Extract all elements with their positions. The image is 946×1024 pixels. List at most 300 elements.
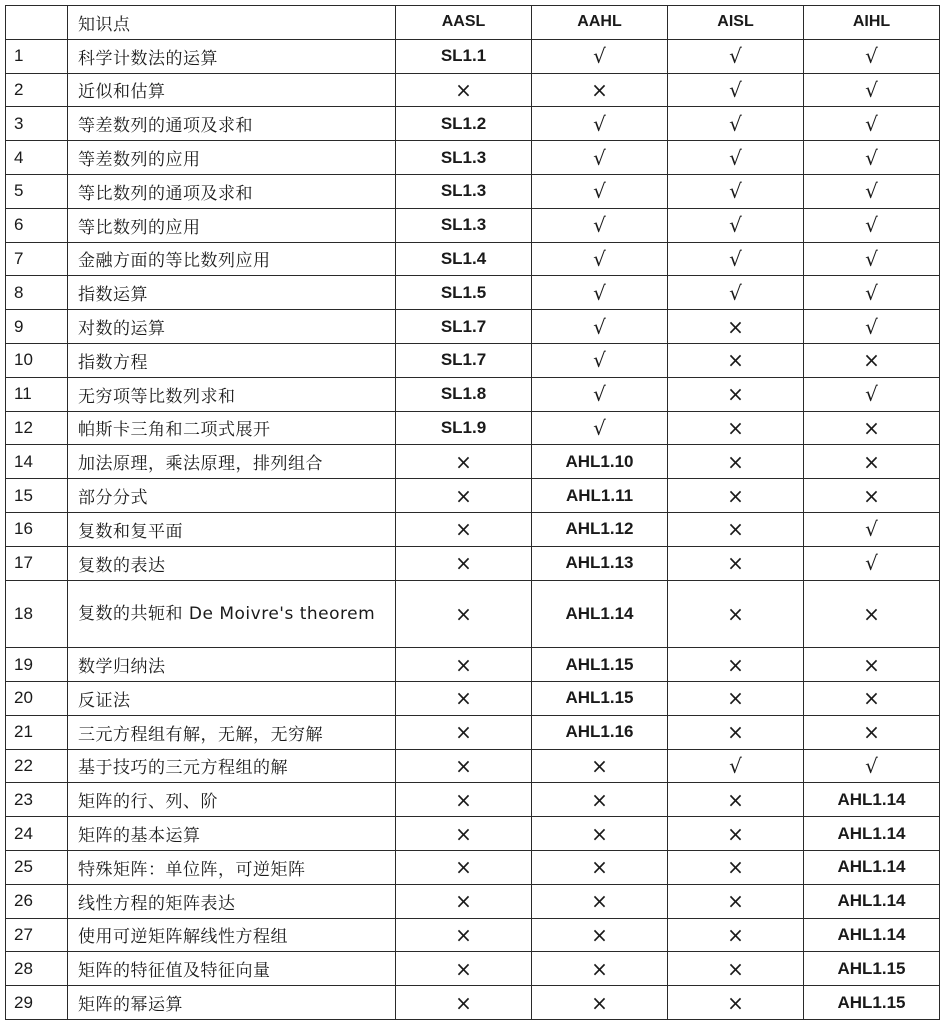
cell-aisl [668,817,804,851]
cross-mark-icon: × [727,449,744,474]
cell-aisl [668,580,804,648]
cross-mark-icon: × [591,787,608,812]
cell-aisl [668,174,804,208]
cell-aasl [396,986,532,1020]
cell-aasl [396,952,532,986]
cell-aahl [532,445,668,479]
cross-mark-icon: × [455,922,472,947]
cell-aasl [396,107,532,141]
cell-aisl [668,749,804,783]
syllabus-code: AHL1.10 [565,451,634,471]
row-number: 5 [6,174,68,208]
cell-aisl [668,986,804,1020]
row-topic [68,681,396,715]
cell-aasl [396,445,532,479]
row-topic [68,884,396,918]
check-mark-icon: √ [865,44,878,69]
cell-aihl [804,242,940,276]
cell-aahl [532,952,668,986]
cross-mark-icon: × [727,686,744,711]
cell-aasl [396,817,532,851]
table-row [6,73,940,107]
row-topic [68,479,396,513]
cell-aihl [804,343,940,377]
cell-aihl [804,479,940,513]
cell-aahl [532,850,668,884]
table-row [6,445,940,479]
row-topic [68,107,396,141]
cross-mark-icon: × [727,855,744,880]
cross-mark-icon: × [863,348,880,373]
cell-aihl [804,411,940,445]
row-topic [68,343,396,377]
cell-aisl [668,648,804,682]
row-number: 19 [6,648,68,682]
cell-aisl [668,512,804,546]
cross-mark-icon: × [727,483,744,508]
syllabus-code: SL1.7 [440,316,487,336]
row-number: 27 [6,918,68,952]
check-mark-icon: √ [593,415,606,440]
cross-mark-icon: × [455,753,472,778]
cell-aahl [532,512,668,546]
cell-aasl [396,884,532,918]
cell-aasl [396,73,532,107]
cross-mark-icon: × [455,551,472,576]
header-number [6,6,68,40]
check-mark-icon: √ [593,348,606,373]
row-topic-text: 矩阵的幂运算 [78,995,183,1015]
cross-mark-icon: × [727,314,744,339]
row-topic [68,986,396,1020]
check-mark-icon: √ [593,382,606,407]
row-topic-text: 等差数列的通项及求和 [78,116,253,137]
check-mark-icon: √ [865,179,878,204]
syllabus-code: SL1.7 [440,350,487,370]
check-mark-icon: √ [865,753,878,778]
cell-aahl [532,174,668,208]
cell-aasl [396,242,532,276]
row-number: 1 [6,39,68,73]
check-mark-icon: √ [593,145,606,170]
cell-aahl [532,918,668,952]
check-mark-icon: √ [729,753,742,778]
row-topic-text: 复数的表达 [78,555,166,576]
cross-mark-icon: × [727,652,744,677]
row-topic-text: 对数的运算 [78,319,166,340]
row-number: 4 [6,141,68,175]
row-number: 29 [6,986,68,1020]
row-topic [68,445,396,479]
cell-aihl [804,141,940,175]
cell-aahl [532,107,668,141]
row-topic-text: 反证法 [78,690,131,711]
cell-aahl [532,817,668,851]
check-mark-icon: √ [729,145,742,170]
cross-mark-icon: × [455,449,472,474]
cell-aahl [532,479,668,513]
row-topic [68,715,396,749]
syllabus-code: SL1.3 [440,181,487,201]
cross-mark-icon: × [863,652,880,677]
cell-aihl [804,445,940,479]
cross-mark-icon: × [591,990,608,1015]
cell-aasl [396,39,532,73]
syllabus-code: SL1.2 [440,113,487,133]
cell-aahl [532,377,668,411]
cell-aahl [532,276,668,310]
cell-aisl [668,445,804,479]
check-mark-icon: √ [729,179,742,204]
cell-aihl [804,749,940,783]
cell-aahl [532,884,668,918]
cross-mark-icon: × [727,990,744,1015]
cell-aihl [804,310,940,344]
table-row [6,174,940,208]
row-number: 7 [6,242,68,276]
cell-aihl [804,73,940,107]
row-topic-text: 矩阵的基本运算 [78,826,201,847]
check-mark-icon: √ [729,44,742,69]
cell-aisl [668,107,804,141]
cell-aihl [804,918,940,952]
cross-mark-icon: × [727,517,744,542]
cell-aahl [532,141,668,175]
row-number: 26 [6,884,68,918]
cell-aahl [532,310,668,344]
row-number: 12 [6,411,68,445]
cell-aihl [804,884,940,918]
table-row [6,512,940,546]
cell-aisl [668,73,804,107]
table-row [6,681,940,715]
cell-aisl [668,310,804,344]
cell-aisl [668,141,804,175]
row-topic-text: 等差数列的应用 [78,150,201,171]
header-aasl: AASL [396,6,532,40]
header-aisl: AISL [668,6,804,40]
row-number: 16 [6,512,68,546]
table-row [6,986,940,1020]
cell-aisl [668,850,804,884]
cross-mark-icon: × [455,517,472,542]
cross-mark-icon: × [455,652,472,677]
cross-mark-icon: × [863,415,880,440]
check-mark-icon: √ [729,280,742,305]
syllabus-code: AHL1.14 [837,891,906,911]
cell-aahl [532,681,668,715]
cell-aahl [532,648,668,682]
cell-aisl [668,39,804,73]
row-topic [68,141,396,175]
row-number: 15 [6,479,68,513]
check-mark-icon: √ [593,44,606,69]
row-number: 23 [6,783,68,817]
syllabus-code: SL1.8 [440,384,487,404]
syllabus-code: AHL1.11 [565,485,634,505]
cell-aihl [804,986,940,1020]
row-topic-text: 线性方程的矩阵表达 [78,893,236,914]
table-row [6,479,940,513]
cell-aihl [804,546,940,580]
cell-aahl [532,343,668,377]
row-topic [68,512,396,546]
check-mark-icon: √ [593,179,606,204]
cell-aihl [804,208,940,242]
cell-aahl [532,242,668,276]
row-number: 8 [6,276,68,310]
row-topic [68,276,396,310]
check-mark-icon: √ [865,246,878,271]
cross-mark-icon: × [455,889,472,914]
cross-mark-icon: × [591,922,608,947]
cross-mark-icon: × [455,855,472,880]
row-topic-text: 特殊矩阵：单位阵，可逆矩阵 [78,859,306,880]
row-number: 3 [6,107,68,141]
cell-aihl [804,648,940,682]
cross-mark-icon: × [455,686,472,711]
row-topic-text: 矩阵的行、列、阶 [78,792,218,813]
row-number: 24 [6,817,68,851]
row-topic [68,783,396,817]
cell-aasl [396,648,532,682]
row-topic-text: 科学计数法的运算 [78,48,218,69]
cell-aisl [668,952,804,986]
cross-mark-icon: × [591,956,608,981]
row-topic-text: 使用可逆矩阵解线性方程组 [78,927,288,948]
cell-aasl [396,681,532,715]
row-number: 25 [6,850,68,884]
table-row [6,783,940,817]
cell-aisl [668,884,804,918]
cross-mark-icon: × [863,686,880,711]
cross-mark-icon: × [591,77,608,102]
cross-mark-icon: × [591,753,608,778]
row-topic-text: 部分分式 [78,488,148,509]
cell-aihl [804,817,940,851]
cell-aahl [532,411,668,445]
cross-mark-icon: × [863,483,880,508]
row-topic-text: 复数的共轭和 De Moivre's theorem [78,603,376,624]
cell-aisl [668,208,804,242]
check-mark-icon: √ [865,213,878,238]
row-number: 2 [6,73,68,107]
row-number: 6 [6,208,68,242]
row-number: 11 [6,377,68,411]
header-aihl: AIHL [804,6,940,40]
check-mark-icon: √ [593,213,606,238]
cross-mark-icon: × [727,382,744,407]
syllabus-code: AHL1.14 [565,603,634,623]
row-topic [68,749,396,783]
cross-mark-icon: × [455,483,472,508]
cross-mark-icon: × [727,720,744,745]
table-row [6,242,940,276]
cross-mark-icon: × [455,720,472,745]
row-topic [68,242,396,276]
row-topic [68,411,396,445]
cross-mark-icon: × [727,956,744,981]
cross-mark-icon: × [591,889,608,914]
check-mark-icon: √ [865,111,878,136]
cell-aisl [668,411,804,445]
row-number: 10 [6,343,68,377]
table-row [6,208,940,242]
table-row [6,580,940,648]
row-topic-text: 指数运算 [78,285,148,306]
cross-mark-icon: × [863,601,880,626]
syllabus-code: SL1.3 [440,147,487,167]
check-mark-icon: √ [865,145,878,170]
cross-mark-icon: × [863,720,880,745]
cell-aisl [668,546,804,580]
cell-aahl [532,715,668,749]
cell-aasl [396,850,532,884]
row-number: 9 [6,310,68,344]
syllabus-code: AHL1.15 [837,958,906,978]
cross-mark-icon: × [455,77,472,102]
cell-aihl [804,783,940,817]
table-row [6,39,940,73]
row-topic-text: 帕斯卡三角和二项式展开 [78,420,271,441]
cell-aihl [804,850,940,884]
cell-aasl [396,174,532,208]
cell-aasl [396,276,532,310]
syllabus-code: AHL1.14 [837,924,906,944]
cross-mark-icon: × [727,922,744,947]
row-topic [68,546,396,580]
cell-aisl [668,479,804,513]
row-topic-text: 基于技巧的三元方程组的解 [78,758,288,779]
table-row [6,141,940,175]
check-mark-icon: √ [865,314,878,339]
cell-aahl [532,749,668,783]
cell-aasl [396,141,532,175]
row-topic [68,580,396,648]
cross-mark-icon: × [455,821,472,846]
check-mark-icon: √ [593,111,606,136]
cell-aihl [804,512,940,546]
check-mark-icon: √ [865,77,878,102]
table-row [6,952,940,986]
check-mark-icon: √ [865,280,878,305]
cross-mark-icon: × [727,821,744,846]
cell-aahl [532,580,668,648]
row-topic [68,208,396,242]
syllabus-code: SL1.5 [440,282,487,302]
row-topic [68,817,396,851]
cell-aisl [668,242,804,276]
table-row [6,817,940,851]
row-topic [68,174,396,208]
syllabus-code: AHL1.12 [565,519,634,539]
cell-aasl [396,310,532,344]
cell-aisl [668,681,804,715]
row-topic [68,377,396,411]
row-number: 28 [6,952,68,986]
check-mark-icon: √ [593,280,606,305]
row-topic [68,39,396,73]
cell-aihl [804,681,940,715]
cell-aisl [668,783,804,817]
table-row [6,918,940,952]
syllabus-code: SL1.1 [440,46,487,66]
cell-aasl [396,411,532,445]
cell-aasl [396,546,532,580]
check-mark-icon: √ [593,314,606,339]
cell-aihl [804,107,940,141]
syllabus-code: AHL1.15 [565,654,634,674]
row-topic-text: 等比数列的通项及求和 [78,183,253,204]
row-number: 20 [6,681,68,715]
cross-mark-icon: × [727,889,744,914]
table-row [6,884,940,918]
table-row [6,377,940,411]
syllabus-code: SL1.4 [440,248,487,268]
cell-aasl [396,715,532,749]
check-mark-icon: √ [865,382,878,407]
cell-aahl [532,39,668,73]
check-mark-icon: √ [729,77,742,102]
cell-aasl [396,343,532,377]
row-topic [68,850,396,884]
header-topic: 知识点 [68,6,396,40]
table-row [6,648,940,682]
row-number: 22 [6,749,68,783]
cross-mark-icon: × [455,601,472,626]
cell-aisl [668,377,804,411]
cell-aihl [804,580,940,648]
row-topic-text: 无穷项等比数列求和 [78,386,236,407]
syllabus-code: AHL1.15 [837,992,906,1012]
check-mark-icon: √ [729,246,742,271]
row-topic-text: 指数方程 [78,352,148,373]
cell-aihl [804,39,940,73]
cell-aahl [532,546,668,580]
table-body [6,39,940,1019]
table-row [6,310,940,344]
cross-mark-icon: × [727,551,744,576]
cross-mark-icon: × [455,956,472,981]
syllabus-code: AHL1.13 [565,553,634,573]
check-mark-icon: √ [865,551,878,576]
cell-aihl [804,715,940,749]
syllabus-code: SL1.3 [440,215,487,235]
check-mark-icon: √ [729,213,742,238]
cell-aahl [532,986,668,1020]
row-topic-text: 三元方程组有解，无解，无穷解 [78,724,323,745]
table-row [6,715,940,749]
row-topic-text: 金融方面的等比数列应用 [78,251,271,272]
cell-aisl [668,715,804,749]
header-row [6,6,940,40]
check-mark-icon: √ [865,517,878,542]
table-row [6,276,940,310]
row-topic [68,310,396,344]
cell-aasl [396,749,532,783]
cross-mark-icon: × [727,415,744,440]
row-number: 14 [6,445,68,479]
cross-mark-icon: × [727,348,744,373]
row-topic-text: 矩阵的特征值及特征向量 [78,961,271,982]
row-topic-text: 复数和复平面 [78,521,183,542]
row-number: 21 [6,715,68,749]
row-topic [68,952,396,986]
cross-mark-icon: × [727,601,744,626]
row-topic-text: 数学归纳法 [78,657,166,678]
cell-aihl [804,377,940,411]
row-topic-text: 等比数列的应用 [78,217,201,238]
